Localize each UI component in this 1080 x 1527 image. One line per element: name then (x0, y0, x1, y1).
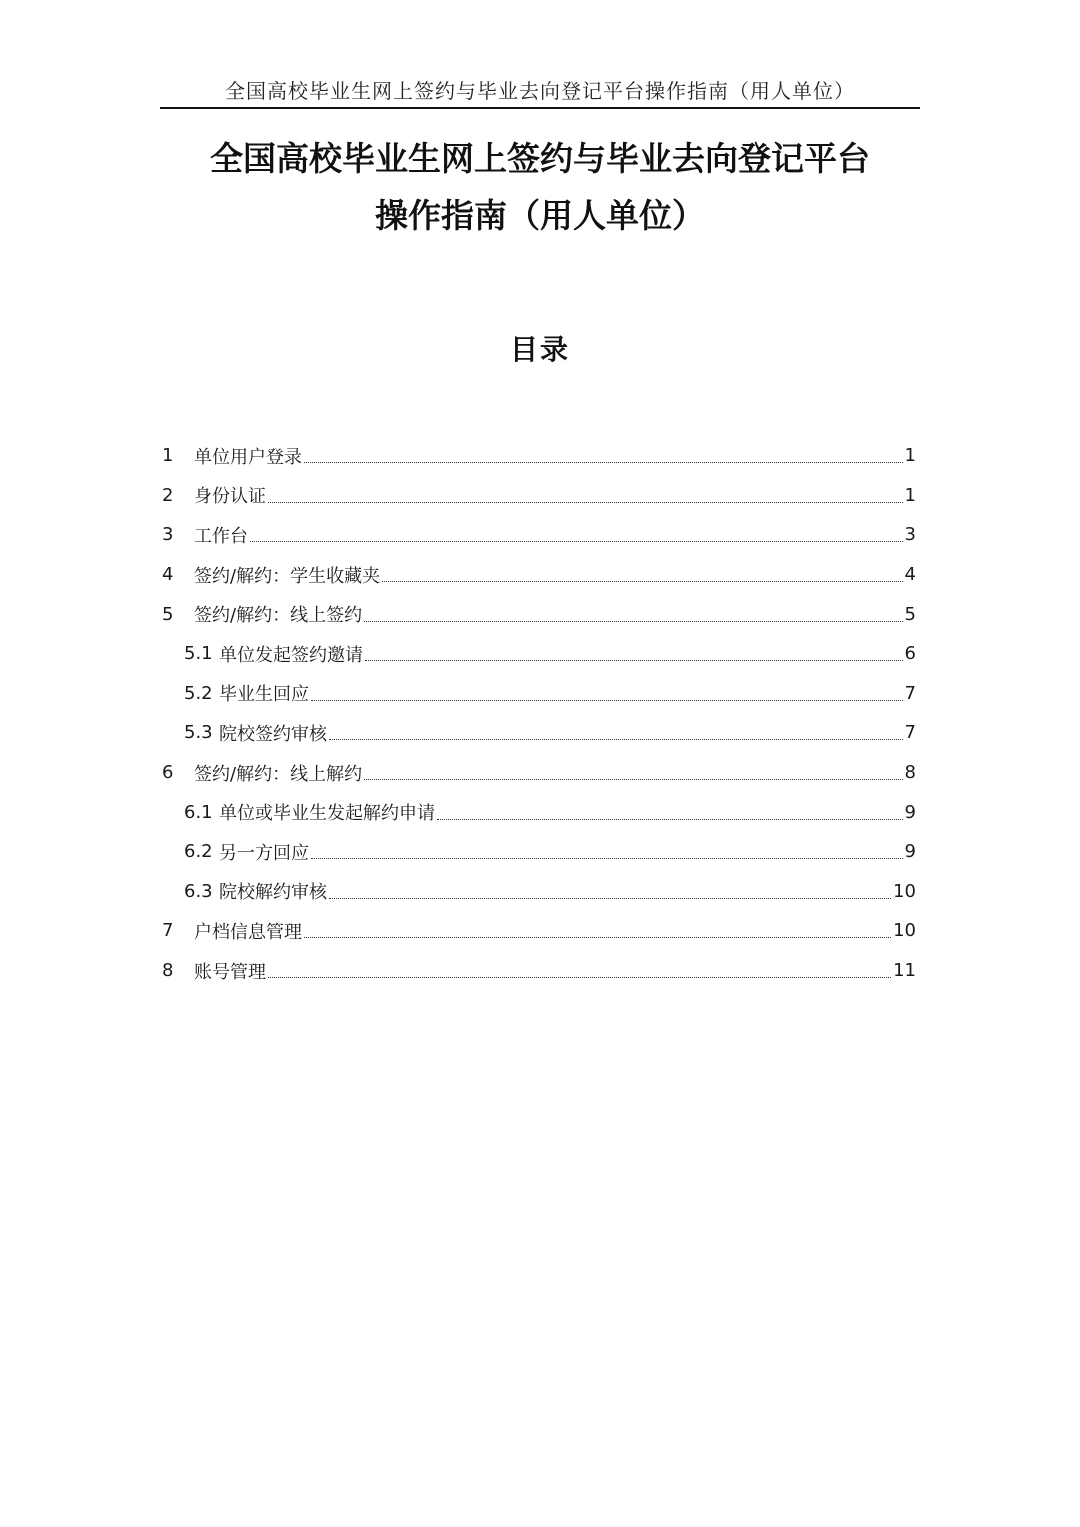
toc-entry-number: 8 (162, 960, 174, 982)
toc-entry[interactable] (162, 951, 916, 991)
running-header: 全国高校毕业生网上签约与毕业去向登记平台操作指南（用人单位） (225, 79, 855, 103)
toc-entry-page-number: 7 (904, 682, 916, 704)
toc-entry-page-number: 10 (893, 880, 916, 902)
toc-entry-title: 院校签约审核 (219, 723, 327, 745)
toc-entry-page-number: 8 (904, 762, 916, 784)
toc-entry[interactable] (162, 753, 916, 793)
toc-entry[interactable] (162, 436, 916, 476)
toc-entry[interactable] (162, 634, 916, 674)
toc-entry-number: 5 (162, 603, 174, 625)
toc-entry-number: 3 (162, 524, 174, 546)
toc-entry-title: 院校解约审核 (219, 882, 327, 904)
toc-entry-number: 2 (162, 484, 174, 506)
toc-entry-title: 签约/解约：线上解约 (194, 763, 363, 785)
toc-entry[interactable] (162, 872, 916, 912)
toc-entry-page-number: 9 (904, 841, 916, 863)
toc-entry-title: 单位发起签约邀请 (219, 644, 363, 666)
toc-entry-title: 身份认证 (194, 486, 266, 508)
toc-entry-title: 工作台 (194, 525, 248, 547)
toc-entry-number: 6.3 (184, 880, 213, 902)
toc-entry-number: 6 (162, 762, 174, 784)
toc-entry-page-number: 11 (893, 960, 916, 982)
toc-entry-page-number: 1 (904, 445, 916, 467)
toc-entry-title: 单位用户登录 (194, 446, 302, 468)
table-of-contents (162, 436, 916, 990)
toc-dot-leader (268, 977, 891, 978)
toc-dot-leader (365, 660, 903, 661)
toc-entry-title: 签约/解约：线上签约 (194, 605, 363, 627)
toc-dot-leader (304, 937, 891, 938)
toc-entry-title: 账号管理 (194, 961, 266, 983)
toc-entry[interactable] (162, 674, 916, 714)
toc-entry-page-number: 9 (904, 801, 916, 823)
toc-entry-number: 6.2 (184, 841, 213, 863)
document-title-line-2: 操作指南（用人单位） (375, 196, 705, 235)
toc-dot-leader (329, 898, 891, 899)
toc-dot-leader (250, 541, 903, 542)
toc-entry-page-number: 3 (904, 524, 916, 546)
toc-entry-page-number: 4 (904, 564, 916, 586)
toc-dot-leader (364, 779, 902, 780)
toc-entry-title: 签约/解约：学生收藏夹 (194, 565, 381, 587)
toc-dot-leader (382, 581, 902, 582)
toc-dot-leader (311, 700, 903, 701)
toc-entry[interactable] (162, 515, 916, 555)
toc-dot-leader (437, 819, 903, 820)
document-title-line-1: 全国高校毕业生网上签约与毕业去向登记平台 (210, 139, 870, 178)
toc-entry-number: 7 (162, 920, 174, 942)
toc-entry-number: 6.1 (184, 801, 213, 823)
toc-entry-title: 另一方回应 (219, 842, 309, 864)
toc-entry-page-number: 5 (904, 603, 916, 625)
toc-entry-page-number: 1 (904, 484, 916, 506)
toc-dot-leader (329, 739, 903, 740)
toc-entry-number: 5.2 (184, 682, 213, 704)
toc-entry-title: 单位或毕业生发起解约申请 (219, 803, 435, 825)
toc-entry-number: 4 (162, 564, 174, 586)
toc-dot-leader (364, 621, 902, 622)
toc-entry-page-number: 10 (893, 920, 916, 942)
toc-entry-page-number: 6 (904, 643, 916, 665)
toc-entry[interactable] (162, 476, 916, 516)
header-rule (160, 107, 920, 109)
toc-entry-title: 户档信息管理 (194, 921, 302, 943)
toc-entry[interactable] (162, 832, 916, 872)
toc-dot-leader (311, 858, 903, 859)
toc-entry-number: 5.1 (184, 643, 213, 665)
toc-entry[interactable] (162, 555, 916, 595)
toc-entry-number: 1 (162, 445, 174, 467)
toc-entry[interactable] (162, 594, 916, 634)
toc-entry-title: 毕业生回应 (219, 684, 309, 706)
toc-entry[interactable] (162, 792, 916, 832)
toc-heading: 目录 (509, 333, 570, 366)
toc-entry[interactable] (162, 911, 916, 951)
toc-dot-leader (304, 462, 903, 463)
toc-entry[interactable] (162, 713, 916, 753)
toc-entry-page-number: 7 (904, 722, 916, 744)
toc-entry-number: 5.3 (184, 722, 213, 744)
toc-dot-leader (268, 502, 903, 503)
